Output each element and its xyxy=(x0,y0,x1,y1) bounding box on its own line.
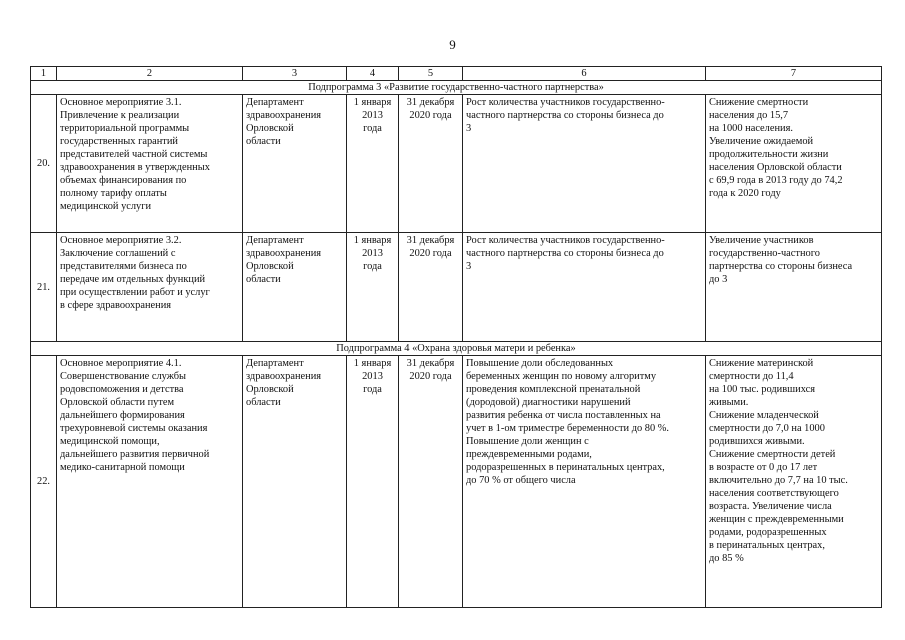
executor-cell: Департамент здравоохранения Орловской области xyxy=(243,95,347,233)
section-row xyxy=(31,342,882,356)
column-number: 1 xyxy=(31,67,57,81)
activity-cell: Основное мероприятие 3.2. Заключение соглашений с представителями бизнеса по передаче им отдельных функций при осуществлении работ и услуг в сфере здравоохранения xyxy=(57,233,243,342)
activity-cell: Основное мероприятие 4.1. Совершенствование службы родовспоможения и детства Орловской области путем дальнейшего формирования трехуровневой системы оказания медицинской помощи, дальнейшего развития первичной медико-санитарной помощи xyxy=(57,356,243,608)
indicator-cell: Рост количества участников государственно- частного партнерства со стороны бизнеса до 3 xyxy=(463,95,706,233)
page-number: 9 xyxy=(449,37,456,52)
program-table xyxy=(30,66,882,608)
indicator-cell: Повышение доли обследованных беременных женщин по новому алгоритму проведения комплексной пренатальной (дородовой) диагностики нарушений развития ребенка от числа поставленных на учет в 1-ом триместре беременности до 80 %. Повышение доли женщин с преждевременными родами, родоразрешенных в перинатальных центрах, до 70 % от общего числа xyxy=(463,356,706,608)
start-date-cell: 1 января 2013 года xyxy=(347,356,399,608)
section-title: Подпрограмма 4 «Охрана здоровья матери и ребенка» xyxy=(31,342,882,356)
row-number: 22. xyxy=(31,356,57,608)
end-date-cell: 31 декабря 2020 года xyxy=(399,356,463,608)
column-number: 6 xyxy=(463,67,706,81)
row-number: 20. xyxy=(31,95,57,233)
activity-cell: Основное мероприятие 3.1. Привлечение к реализации территориальной программы государственных гарантий представителей частной системы здравоохранения в утвержденных объемах финансирования по полному тарифу оплаты медицинской услуги xyxy=(57,95,243,233)
table-row xyxy=(31,356,882,608)
column-number: 4 xyxy=(347,67,399,81)
executor-cell: Департамент здравоохранения Орловской области xyxy=(243,233,347,342)
result-cell: Снижение смертности населения до 15,7 на 1000 населения. Увеличение ожидаемой продолжительности жизни населения Орловской области с 69,9 года в 2013 году до 74,2 года к 2020 году xyxy=(706,95,882,233)
start-date-cell: 1 января 2013 года xyxy=(347,95,399,233)
executor-cell: Департамент здравоохранения Орловской области xyxy=(243,356,347,608)
table-row xyxy=(31,95,882,233)
section-title: Подпрограмма 3 «Развитие государственно-частного партнерства» xyxy=(31,81,882,95)
column-number: 7 xyxy=(706,67,882,81)
start-date-cell: 1 января 2013 года xyxy=(347,233,399,342)
column-number: 5 xyxy=(399,67,463,81)
column-number: 2 xyxy=(57,67,243,81)
end-date-cell: 31 декабря 2020 года xyxy=(399,95,463,233)
table-row xyxy=(31,233,882,342)
end-date-cell: 31 декабря 2020 года xyxy=(399,233,463,342)
column-number-row xyxy=(31,67,882,81)
result-cell: Увеличение участников государственно-частного партнерства со стороны бизнеса до 3 xyxy=(706,233,882,342)
section-row xyxy=(31,81,882,95)
row-number: 21. xyxy=(31,233,57,342)
indicator-cell: Рост количества участников государственно- частного партнерства со стороны бизнеса до 3 xyxy=(463,233,706,342)
result-cell: Снижение материнской смертности до 11,4 на 100 тыс. родившихся живыми. Снижение младенческой смертности до 7,0 на 1000 родившихся живыми. Снижение смертности детей в возрасте от 0 до 17 лет включительно до 7,7 на 10 тыс. населения соответствующего возраста. Увеличение числа женщин с преждевременными родами, родоразрешенных в перинатальных центрах, до 85 % xyxy=(706,356,882,608)
column-number: 3 xyxy=(243,67,347,81)
